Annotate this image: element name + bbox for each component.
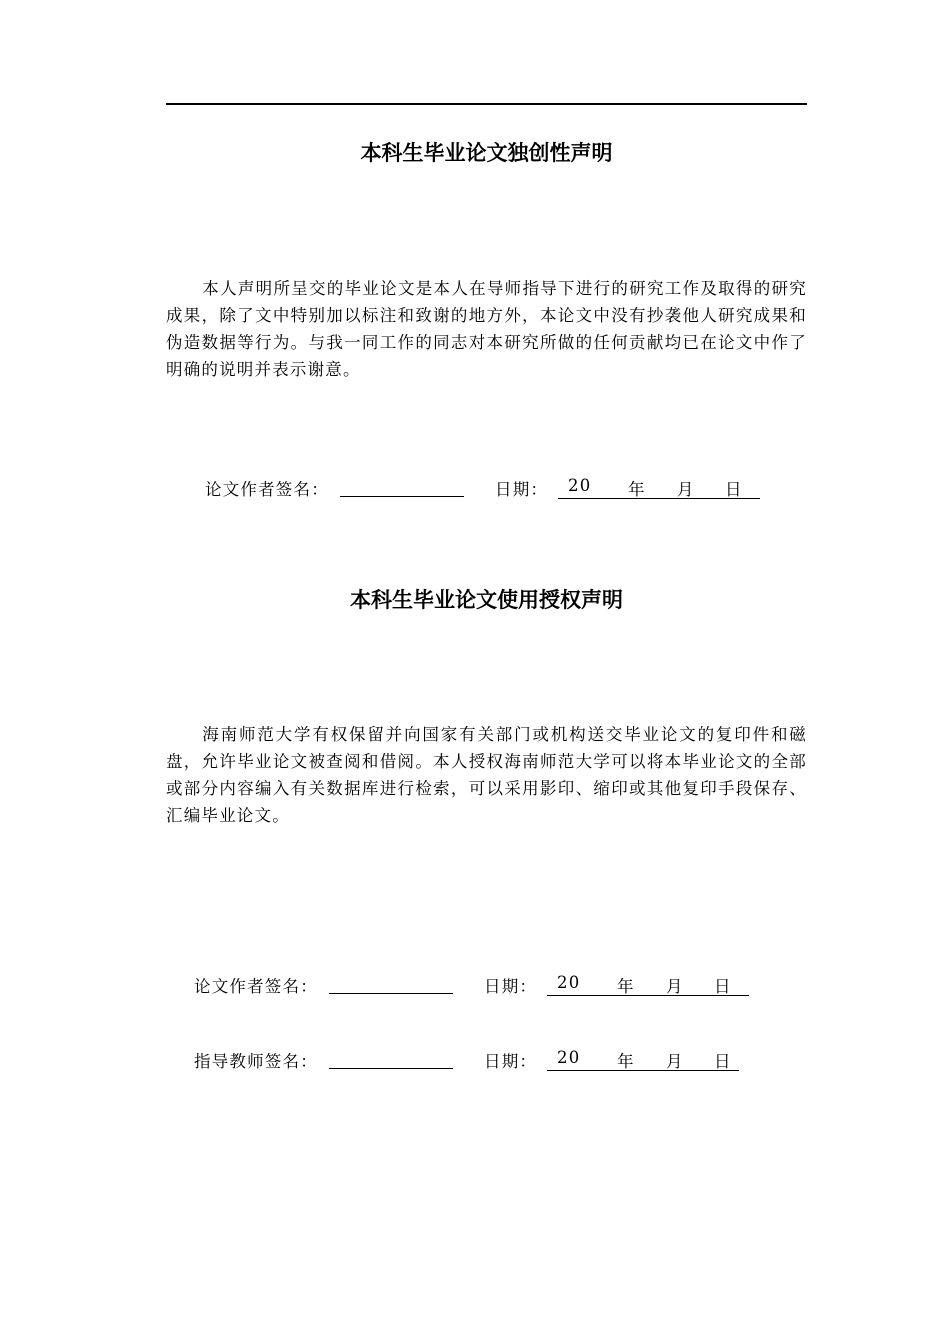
day-label: 日 <box>725 480 743 499</box>
originality-paragraph <box>166 275 807 383</box>
originality-text: 本人声明所呈交的毕业论文是本人在导师指导下进行的研究工作及取得的研究成果，除了文中特别加以标注和致谢的地方外，本论文中没有抄袭他人研究成果和伪造数据等行为。与我一同工作的同志对本研究所做的任何贡献均已在论文中作了明确的说明并表示谢意。 <box>166 279 807 379</box>
advisor-signature-label: 指导教师签名： <box>194 1052 318 1071</box>
year-prefix: 20 <box>557 1048 581 1067</box>
month-label: 月 <box>666 1052 684 1071</box>
author-signature-label: 论文作者签名： <box>205 480 329 499</box>
author-signature-label: 论文作者签名： <box>194 977 318 996</box>
authorization-author-row <box>194 973 754 997</box>
authorization-paragraph <box>166 721 807 829</box>
year-label: 年 <box>628 480 646 499</box>
date-label: 日期： <box>495 480 549 499</box>
authorization-advisor-row <box>194 1048 754 1072</box>
advisor-signature-field[interactable] <box>329 1048 453 1069</box>
month-label: 月 <box>677 480 695 499</box>
top-rule <box>166 103 807 105</box>
authorization-text: 海南师范大学有权保留并向国家有关部门或机构送交毕业论文的复印件和磁盘，允许毕业论文被查阅和借阅。本人授权海南师范大学可以将本毕业论文的全部或部分内容编入有关数据库进行检索，可以采用影印、缩印或其他复印手段保存、汇编毕业论文。 <box>166 725 807 825</box>
date-field[interactable] <box>558 476 760 499</box>
date-label: 日期： <box>484 977 538 996</box>
year-prefix: 20 <box>568 476 592 495</box>
day-label: 日 <box>714 977 732 996</box>
date-field[interactable] <box>547 1048 739 1071</box>
date-field[interactable] <box>547 973 749 996</box>
day-label: 日 <box>714 1052 732 1071</box>
originality-title: 本科生毕业论文独创性声明 <box>360 141 613 165</box>
authorization-title: 本科生毕业论文使用授权声明 <box>350 588 623 612</box>
author-signature-field[interactable] <box>340 476 464 497</box>
year-label: 年 <box>617 977 635 996</box>
date-label: 日期： <box>484 1052 538 1071</box>
year-label: 年 <box>617 1052 635 1071</box>
year-prefix: 20 <box>557 973 581 992</box>
author-signature-field[interactable] <box>329 973 453 994</box>
month-label: 月 <box>666 977 684 996</box>
originality-signature-row <box>205 476 765 500</box>
